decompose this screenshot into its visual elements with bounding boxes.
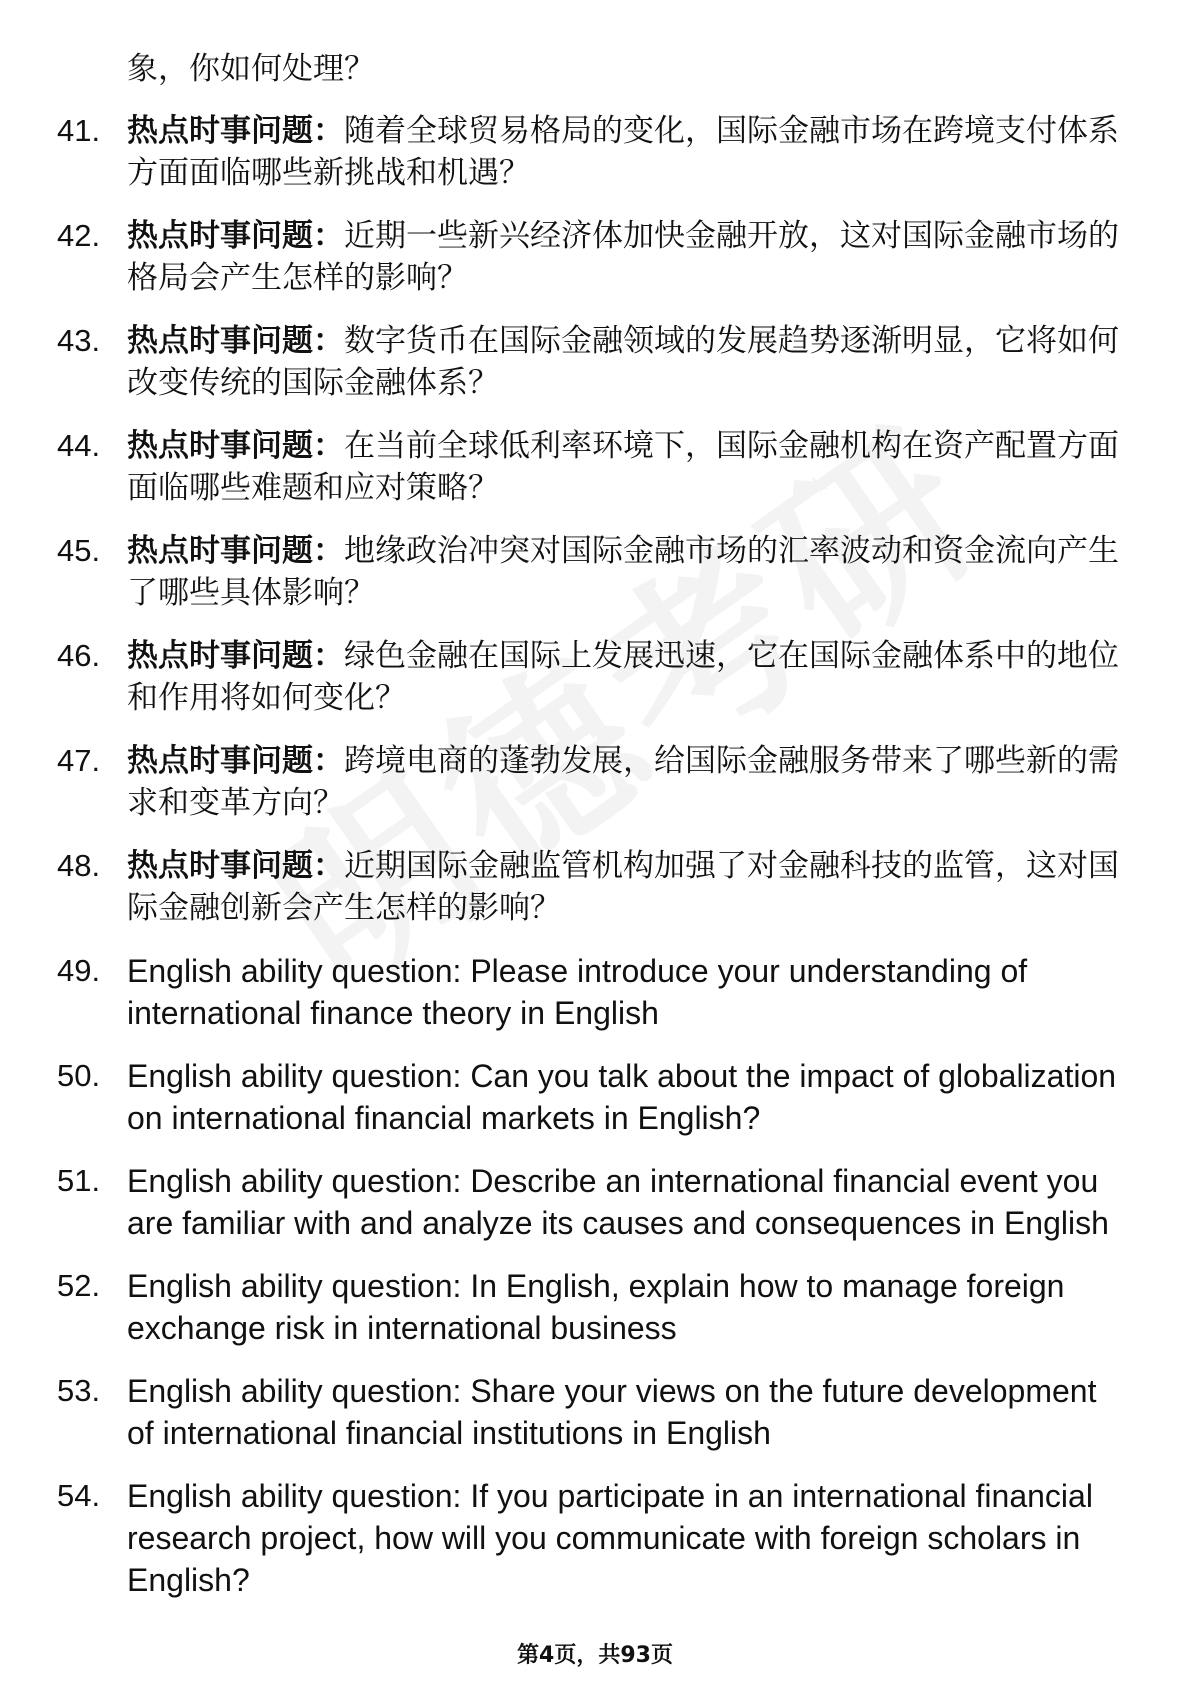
question-number: 46. — [57, 638, 101, 673]
question-text: English ability question: Can you talk about the impact of globalization on international financial markets in English? — [127, 1058, 1117, 1136]
question-item — [0, 845, 1190, 929]
question-text: English ability question: If you participate in an international financial research project, how will you communicate with foreign scholars in English? — [127, 1478, 1093, 1598]
question-item — [0, 1265, 1190, 1349]
question-category: 热点时事问题： — [127, 638, 344, 674]
question-text: 在当前全球低利率环境下，国际金融机构在资产配置方面面临哪些难题和应对策略？ — [127, 428, 1119, 506]
page-number-footer: 第4页，共93页 — [517, 1643, 673, 1668]
question-text: English ability question: Describe an international financial event you are familiar with and analyze its causes and consequences in English — [127, 1163, 1109, 1241]
question-number: 52. — [57, 1268, 101, 1303]
question-item — [0, 320, 1190, 404]
question-number: 43. — [57, 323, 101, 358]
question-item — [0, 530, 1190, 614]
question-category: 热点时事问题： — [127, 428, 344, 464]
question-number: 41. — [57, 113, 101, 148]
question-text: 随着全球贸易格局的变化，国际金融市场在跨境支付体系方面面临哪些新挑战和机遇？ — [127, 113, 1119, 191]
question-item — [0, 1160, 1190, 1244]
question-text: 跨境电商的蓬勃发展，给国际金融服务带来了哪些新的需求和变革方向？ — [127, 743, 1119, 821]
question-number: 47. — [57, 743, 101, 778]
question-number: 51. — [57, 1163, 101, 1198]
question-category: 热点时事问题： — [127, 323, 344, 359]
question-text: English ability question: Share your views on the future development of international financial institutions in English — [127, 1373, 1097, 1451]
question-number: 44. — [57, 428, 101, 463]
question-number: 49. — [57, 953, 101, 988]
question-number: 54. — [57, 1478, 101, 1513]
question-category: 热点时事问题： — [127, 113, 344, 149]
question-text: 近期一些新兴经济体加快金融开放，这对国际金融市场的格局会产生怎样的影响？ — [127, 218, 1119, 296]
question-item — [0, 215, 1190, 299]
question-item — [0, 635, 1190, 719]
question-item — [0, 1055, 1190, 1139]
question-text: 地缘政治冲突对国际金融市场的汇率波动和资金流向产生了哪些具体影响？ — [127, 533, 1119, 611]
question-item — [0, 950, 1190, 1034]
question-text: English ability question: Please introduce your understanding of international finance theory in English — [127, 953, 1028, 1031]
question-text: 近期国际金融监管机构加强了对金融科技的监管，这对国际金融创新会产生怎样的影响？ — [127, 848, 1119, 926]
question-item — [0, 740, 1190, 824]
question-item — [0, 425, 1190, 509]
question-item — [0, 1370, 1190, 1454]
question-list — [0, 110, 1190, 1622]
question-item — [0, 1475, 1190, 1601]
question-number: 45. — [57, 533, 101, 568]
question-text: English ability question: In English, explain how to manage foreign exchange risk in international business — [127, 1268, 1065, 1346]
question-category: 热点时事问题： — [127, 743, 344, 779]
question-category: 热点时事问题： — [127, 218, 344, 254]
question-number: 48. — [57, 848, 101, 883]
question-category: 热点时事问题： — [127, 533, 344, 569]
question-number: 42. — [57, 218, 101, 253]
question-category: 热点时事问题： — [127, 848, 344, 884]
question-number: 53. — [57, 1373, 101, 1408]
continued-text: 象，你如何处理？ — [127, 51, 375, 87]
question-text: 数字货币在国际金融领域的发展趋势逐渐明显，它将如何改变传统的国际金融体系？ — [127, 323, 1119, 401]
question-number: 50. — [57, 1058, 101, 1093]
question-item — [0, 110, 1190, 194]
question-text: 绿色金融在国际上发展迅速，它在国际金融体系中的地位和作用将如何变化？ — [127, 638, 1119, 716]
